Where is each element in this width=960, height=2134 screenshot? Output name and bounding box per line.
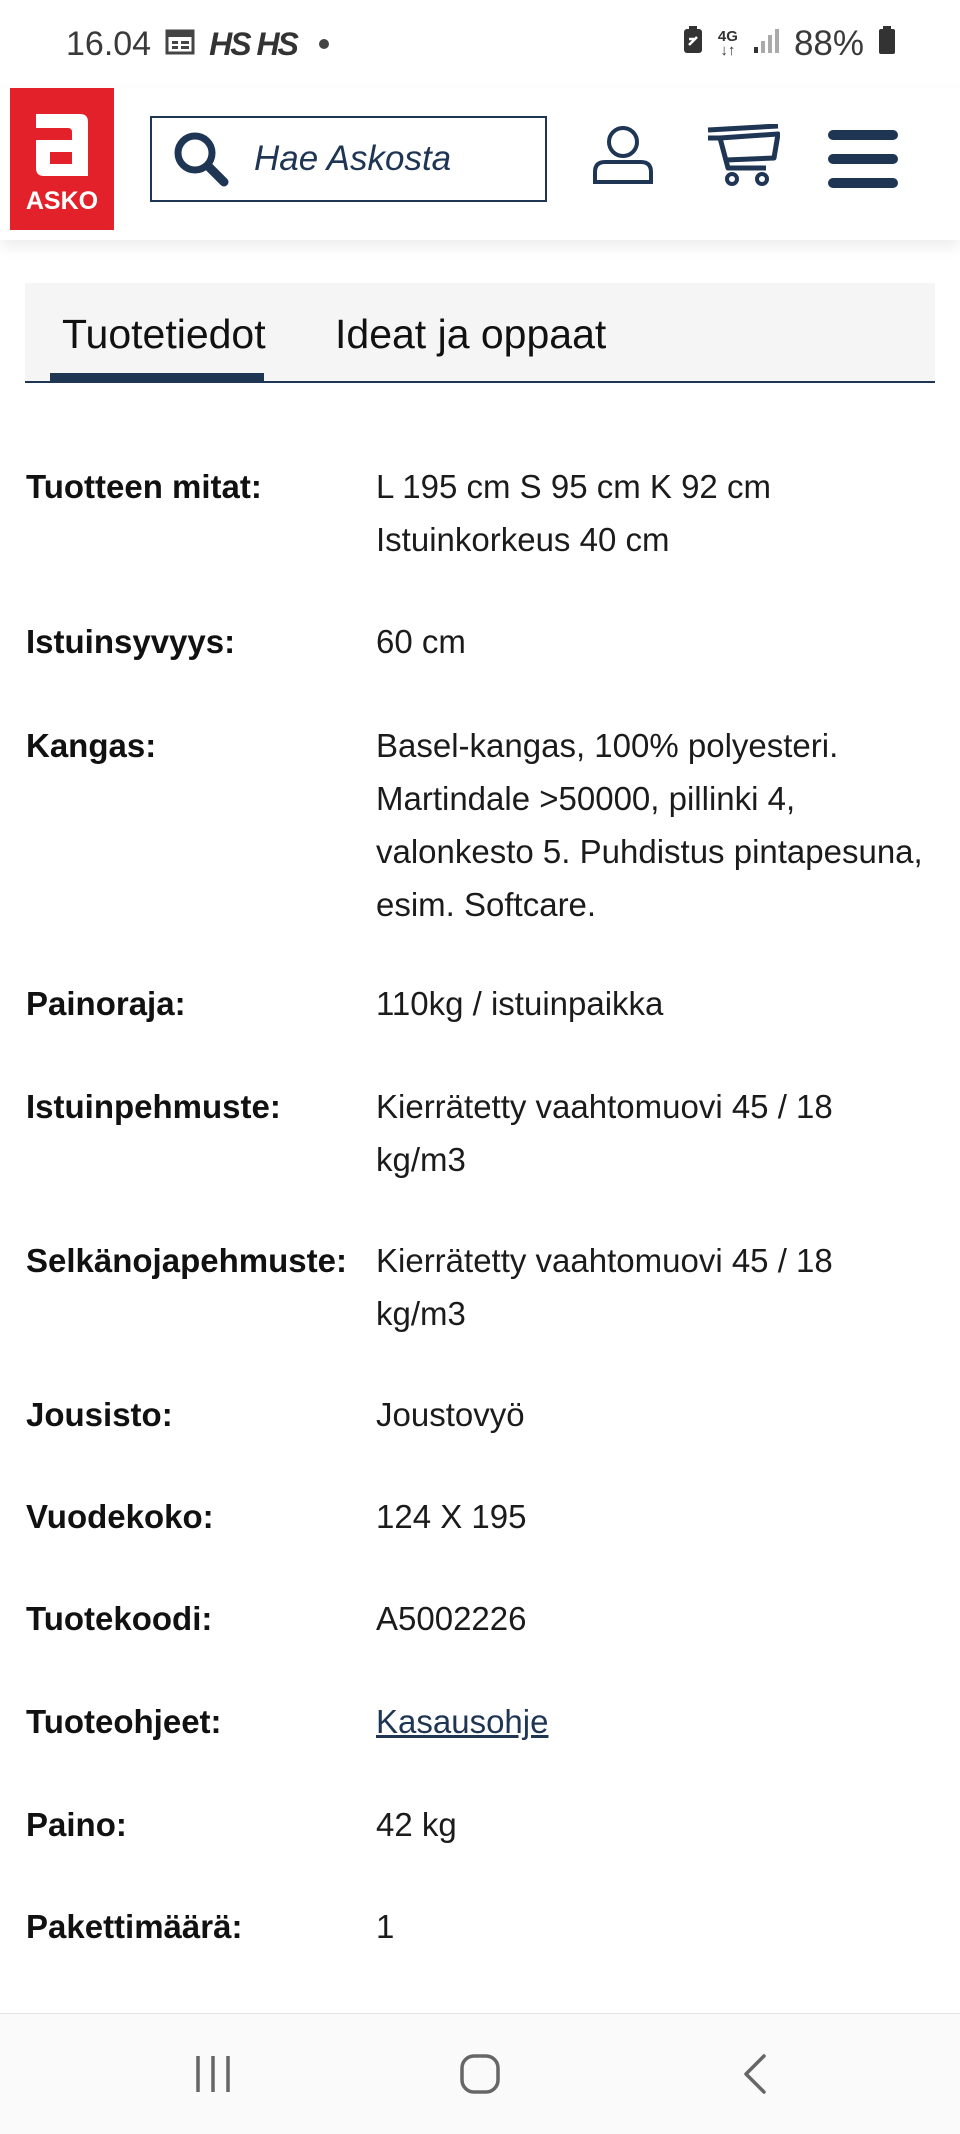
spec-value <box>376 1592 936 1645</box>
product-tabs <box>25 283 935 383</box>
spec-value-line: 60 cm <box>376 623 466 660</box>
spec-value-line: L 195 cm S 95 cm K 92 cm <box>376 468 771 505</box>
spec-value-line: Martindale >50000, pillinki 4, <box>376 780 796 817</box>
home-icon[interactable] <box>458 2052 502 2101</box>
spec-value-line: 124 X 195 <box>376 1498 527 1535</box>
spec-label: Tuotekoodi: <box>26 1600 213 1637</box>
recent-apps-icon[interactable] <box>192 2052 236 2101</box>
spec-value <box>376 1490 936 1543</box>
hs-notification-icon: HS HS <box>209 25 297 62</box>
search-input[interactable] <box>252 138 526 180</box>
spec-value <box>376 460 936 566</box>
battery-percent: 88% <box>793 24 864 63</box>
spec-value-line: 1 <box>376 1908 395 1945</box>
spec-label: Istuinsyvyys: <box>26 623 236 660</box>
spec-value <box>376 1900 936 1953</box>
spec-value <box>376 1388 936 1441</box>
spec-value <box>376 1695 936 1748</box>
spec-value <box>376 719 936 931</box>
assembly-instructions-link[interactable]: Kasausohje <box>376 1703 549 1740</box>
spec-value-line: A5002226 <box>376 1600 527 1637</box>
spec-label: Paino: <box>26 1806 127 1843</box>
tab-tuotetiedot[interactable]: Tuotetiedot <box>62 311 266 357</box>
logo-text: ASKO <box>25 187 99 215</box>
account-icon[interactable] <box>590 124 656 191</box>
spec-value-line: Kierrätetty vaahtomuovi 45 / 18 <box>376 1088 833 1125</box>
asko-logo[interactable] <box>10 88 114 230</box>
back-icon[interactable] <box>734 2052 778 2101</box>
signal-icon <box>752 25 780 64</box>
status-right <box>682 24 896 64</box>
spec-label: Tuotteen mitat: <box>26 468 262 505</box>
spec-label: Pakettimäärä: <box>26 1908 243 1945</box>
spec-value-line: 110kg / istuinpaikka <box>376 985 664 1022</box>
spec-label: Istuinpehmuste: <box>26 1088 281 1125</box>
spec-value-line: esim. Softcare. <box>376 886 597 923</box>
spec-label: Selkänojapehmuste: <box>26 1242 347 1279</box>
battery-saver-icon <box>682 25 704 64</box>
status-time: 16.04 <box>66 24 152 63</box>
hamburger-menu-icon[interactable] <box>826 128 900 195</box>
notification-dot <box>319 39 329 49</box>
calendar-icon <box>165 25 195 64</box>
tab-ideat-ja-oppaat[interactable]: Ideat ja oppaat <box>335 311 607 357</box>
spec-label: Kangas: <box>26 727 157 764</box>
spec-value <box>376 1798 936 1851</box>
spec-label: Jousisto: <box>26 1396 173 1433</box>
asko-logo-mark-icon <box>10 88 114 198</box>
spec-value-line: valonkesto 5. Puhdistus pintapesuna, <box>376 833 923 870</box>
spec-value-line: Istuinkorkeus 40 cm <box>376 521 670 558</box>
status-bar <box>0 0 960 88</box>
cart-icon[interactable] <box>706 124 780 191</box>
system-nav-bar <box>0 2013 960 2134</box>
spec-value-line: kg/m3 <box>376 1141 466 1178</box>
spec-label: Painoraja: <box>26 985 186 1022</box>
spec-value-line: Joustovyö <box>376 1396 525 1433</box>
status-left <box>66 25 329 64</box>
search-icon[interactable] <box>170 128 232 190</box>
spec-value-line: 42 kg <box>376 1806 457 1843</box>
active-tab-indicator <box>50 373 264 383</box>
spec-value <box>376 1080 936 1186</box>
spec-value-line: Basel-kangas, 100% polyesteri. <box>376 727 839 764</box>
spec-value <box>376 977 936 1030</box>
spec-value-line: kg/m3 <box>376 1295 466 1332</box>
spec-label: Vuodekoko: <box>26 1498 214 1535</box>
battery-icon <box>878 25 896 64</box>
search-box[interactable] <box>150 116 547 202</box>
spec-value-line: Kierrätetty vaahtomuovi 45 / 18 <box>376 1242 833 1279</box>
site-header <box>0 88 960 240</box>
spec-value <box>376 1234 936 1340</box>
spec-label: Tuoteohjeet: <box>26 1703 222 1740</box>
spec-value <box>376 615 936 668</box>
network-type-icon: 4G ↓↑ <box>717 28 738 59</box>
